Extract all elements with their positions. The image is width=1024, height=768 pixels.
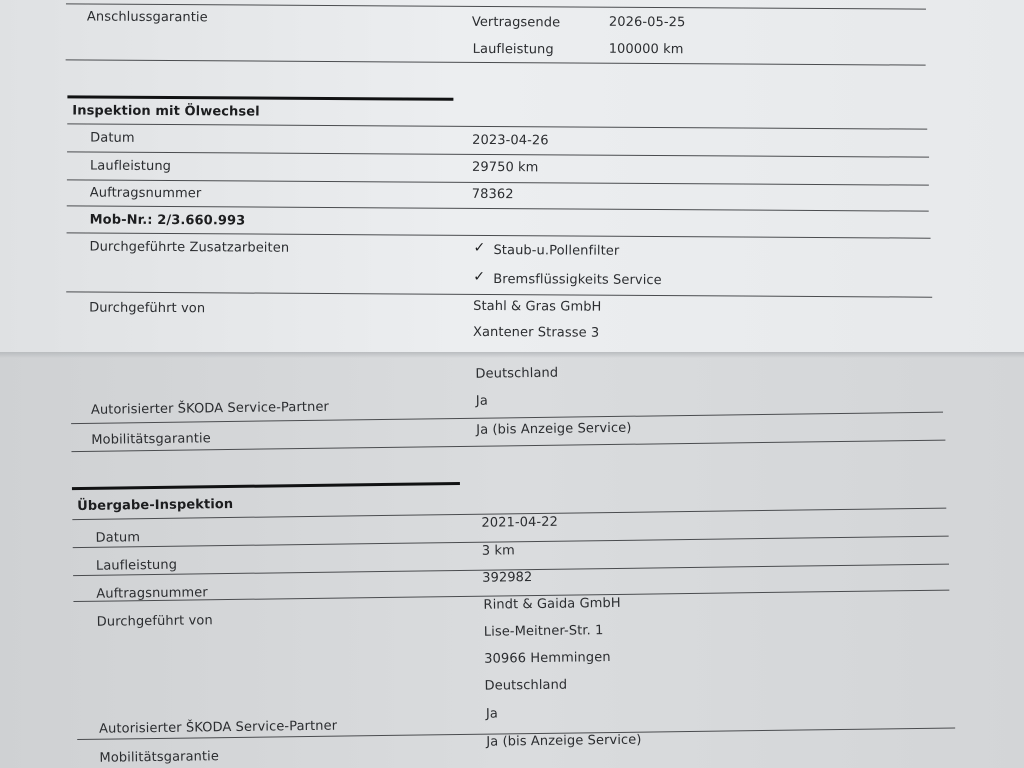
document-sheet-bottom [0, 340, 1024, 768]
uebergabe-mobilitaet-value: Ja (bis Anzeige Service) [486, 732, 642, 750]
uebergabe-partner-value: Ja [485, 706, 499, 722]
divider [66, 291, 932, 297]
mobilitaet-value: Ja (bis Anzeige Service) [476, 420, 632, 438]
mobilitaet-label: Mobilitätsgarantie [91, 431, 211, 448]
divider [66, 59, 926, 65]
vertragsende-value: 2026-05-25 [608, 14, 686, 31]
divider [67, 151, 929, 157]
uebergabe-datum-label: Datum [95, 530, 141, 546]
divider [66, 3, 926, 9]
checkmark-icon: ✓ [473, 239, 486, 256]
uebergabe-durchgefuehrt-von-label: Durchgeführt von [96, 613, 213, 630]
divider [67, 179, 929, 185]
section-rule [72, 482, 460, 490]
durchgefuehrt-von-label: Durchgeführt von [89, 300, 206, 317]
section-rule [67, 95, 453, 100]
uebergabe-laufleistung-label: Laufleistung [95, 557, 178, 574]
inspektion-laufleistung-label: Laufleistung [89, 158, 172, 175]
address-line: Xantener Strasse 3 [472, 324, 600, 341]
divider [67, 205, 929, 211]
address-line: Stahl & Gras GmbH [473, 298, 602, 315]
checkmark-icon: ✓ [473, 268, 486, 285]
address-line: Lise-Meitner-Str. 1 [483, 623, 604, 640]
inspektion-datum-value: 2023-04-26 [472, 132, 549, 149]
document-sheet-top [0, 0, 1024, 352]
uebergabe-auftragsnummer-value: 392982 [482, 570, 533, 586]
section-title-uebergabe: Übergabe-Inspektion [77, 496, 234, 515]
address-line: Rindt & Gaida GmbH [483, 595, 621, 613]
partner-value: Ja [475, 393, 488, 409]
divider [67, 123, 927, 129]
divider [67, 232, 931, 238]
inspektion-auftragsnummer-label: Auftragsnummer [89, 185, 202, 202]
inspektion-laufleistung-value: 29750 km [471, 159, 539, 176]
zusatzarbeit-item: Staub-u.Pollenfilter [493, 243, 620, 259]
partner-label: Autorisierter ŠKODA Service-Partner [90, 399, 330, 418]
anschlussgarantie-label: Anschlussgarantie [86, 9, 208, 26]
section-title-inspektion: Inspektion mit Ölwechsel [72, 103, 260, 120]
address-line: Deutschland [484, 677, 568, 694]
inspektion-auftragsnummer-value: 78362 [471, 186, 514, 203]
inspektion-mob-nr: Mob-Nr.: 2/3.660.993 [89, 212, 246, 229]
inspektion-datum-label: Datum [90, 130, 135, 146]
uebergabe-datum-value: 2021-04-22 [481, 514, 559, 531]
zusatzarbeit-item: Bremsflüssigkeits Service [493, 272, 662, 289]
uebergabe-auftragsnummer-label: Auftragsnummer [96, 585, 208, 602]
address-line: 30966 Hemmingen [484, 650, 611, 667]
laufleistung-label: Laufleistung [472, 41, 554, 58]
uebergabe-laufleistung-value: 3 km [481, 543, 515, 559]
laufleistung-value: 100000 km [608, 41, 684, 58]
uebergabe-mobilitaet-label: Mobilitätsgarantie [99, 749, 220, 766]
address-line: Deutschland [475, 365, 559, 382]
vertragsende-label: Vertragsende [471, 14, 561, 31]
zusatzarbeiten-label: Durchgeführte Zusatzarbeiten [89, 239, 290, 256]
uebergabe-partner-label: Autorisierter ŠKODA Service-Partner [99, 718, 338, 737]
